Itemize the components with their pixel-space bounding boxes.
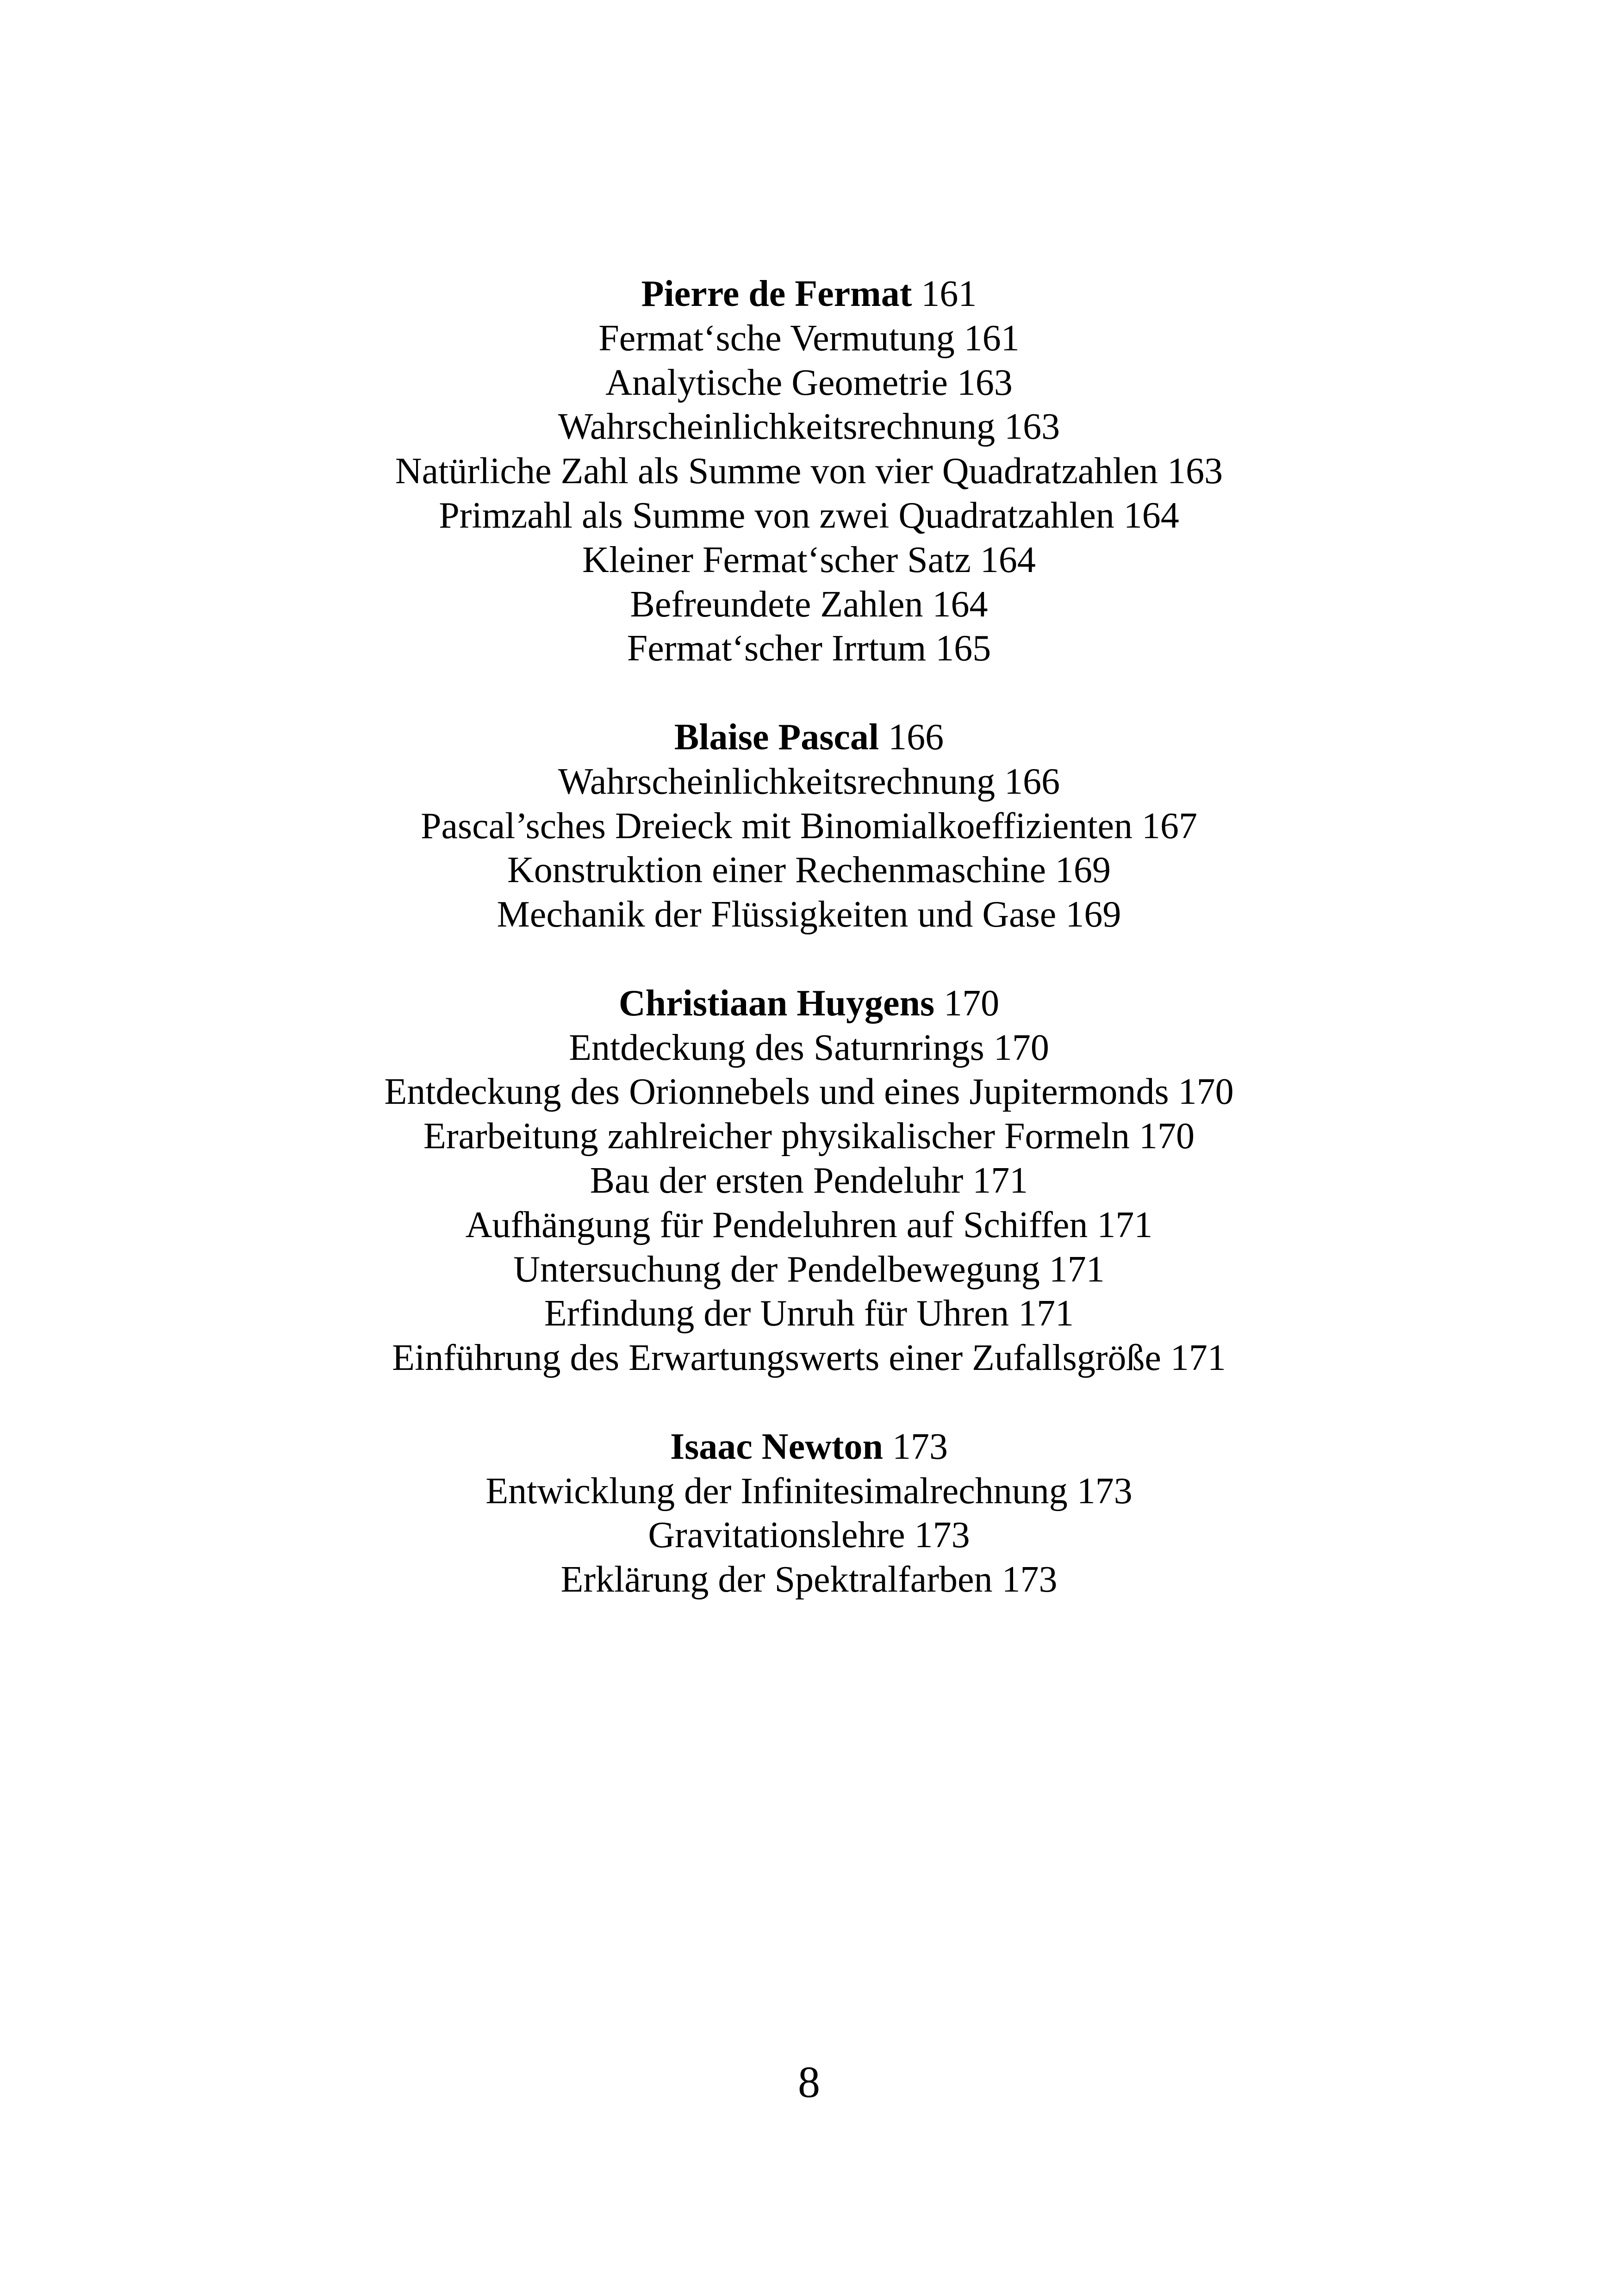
page-number: 8 <box>798 2057 820 2107</box>
toc-entry-title: Einführung des Erwartungswerts einer Zufallsgröße <box>392 1338 1161 1379</box>
toc-entry <box>0 1558 1618 1602</box>
toc-entry-page: 171 <box>1018 1293 1074 1334</box>
toc-entry <box>0 627 1618 671</box>
toc-section-newton <box>0 1425 1618 1602</box>
toc-entry-title: Pascal’sches Dreieck mit Binomialkoeffizienten <box>420 805 1133 846</box>
toc-entry-page: 164 <box>980 539 1036 580</box>
toc-entry-title: Erklärung der Spektralfarben <box>560 1559 993 1600</box>
toc-section-huygens <box>0 982 1618 1381</box>
toc-entry <box>0 1248 1618 1292</box>
toc-entry-page: 173 <box>1002 1559 1058 1600</box>
section-name: Blaise Pascal <box>674 716 879 758</box>
toc-entry-title: Wahrscheinlichkeitsrechnung <box>558 406 996 448</box>
toc-entry <box>0 1292 1618 1336</box>
toc-section-pascal <box>0 716 1618 937</box>
toc-entry <box>0 1026 1618 1070</box>
toc-entry-title: Fermat‘scher Irrtum <box>627 628 927 669</box>
toc-entry <box>0 361 1618 405</box>
toc-entry-page: 173 <box>1077 1470 1133 1512</box>
toc-entry-title: Gravitationslehre <box>648 1515 905 1556</box>
toc-entry <box>0 583 1618 627</box>
toc-entry-title: Primzahl als Summe von zwei Quadratzahlen <box>439 495 1114 536</box>
toc-entry-page: 165 <box>935 628 991 669</box>
section-page: 173 <box>892 1426 948 1467</box>
section-name: Pierre de Fermat <box>641 274 912 314</box>
section-page: 161 <box>921 274 977 314</box>
toc-entry-page: 163 <box>1004 406 1060 448</box>
toc-entry <box>0 538 1618 583</box>
toc-entry-page: 171 <box>1097 1204 1153 1245</box>
toc-entry <box>0 893 1618 937</box>
toc-entry-title: Fermat‘sche Vermutung <box>598 317 955 359</box>
toc-entry-page: 171 <box>1170 1338 1226 1379</box>
toc-entry-page: 169 <box>1065 894 1121 935</box>
toc-entry <box>0 760 1618 804</box>
toc-entry-page: 164 <box>1123 495 1179 536</box>
section-page: 166 <box>888 716 944 758</box>
toc-entry-title: Untersuchung der Pendelbewegung <box>513 1249 1040 1290</box>
toc-entry-page: 164 <box>932 584 988 625</box>
toc-entry <box>0 494 1618 538</box>
toc-entry <box>0 1070 1618 1114</box>
section-heading <box>0 716 1618 760</box>
section-page: 170 <box>944 983 1000 1024</box>
toc-entry <box>0 804 1618 849</box>
toc-entry-page: 163 <box>957 362 1013 403</box>
toc-entry <box>0 449 1618 494</box>
toc-entry-page: 167 <box>1142 805 1198 846</box>
toc-entry-title: Entwicklung der Infinitesimalrechnung <box>485 1470 1068 1512</box>
toc-entry-page: 163 <box>1167 451 1223 492</box>
toc-entry-page: 170 <box>1139 1116 1195 1157</box>
toc-entry <box>0 1114 1618 1159</box>
toc-entry-title: Bau der ersten Pendeluhr <box>590 1160 964 1201</box>
table-of-contents <box>0 272 1618 1602</box>
toc-entry-title: Wahrscheinlichkeitsrechnung <box>558 761 996 802</box>
toc-entry <box>0 405 1618 449</box>
toc-entry <box>0 1513 1618 1558</box>
toc-entry-title: Aufhängung für Pendeluhren auf Schiffen <box>465 1204 1088 1245</box>
toc-entry-title: Befreundete Zahlen <box>630 584 923 625</box>
section-heading <box>0 982 1618 1026</box>
toc-entry-page: 171 <box>1049 1249 1105 1290</box>
toc-entry-title: Erarbeitung zahlreicher physikalischer Formeln <box>423 1116 1130 1157</box>
toc-entry-page: 170 <box>1178 1071 1234 1113</box>
toc-entry <box>0 1159 1618 1203</box>
toc-section-fermat <box>0 272 1618 671</box>
toc-entry-title: Mechanik der Flüssigkeiten und Gase <box>497 894 1057 935</box>
toc-entry-page: 169 <box>1055 850 1111 891</box>
toc-entry-page: 170 <box>993 1027 1049 1068</box>
toc-entry <box>0 848 1618 893</box>
section-heading <box>0 1425 1618 1469</box>
toc-entry-title: Konstruktion einer Rechenmaschine <box>507 850 1046 891</box>
toc-entry-page: 171 <box>972 1160 1028 1201</box>
toc-entry-page: 161 <box>964 317 1020 359</box>
toc-entry-title: Erfindung der Unruh für Uhren <box>544 1293 1009 1334</box>
section-name: Christiaan Huygens <box>618 983 935 1024</box>
section-name: Isaac Newton <box>670 1426 883 1467</box>
section-heading <box>0 272 1618 317</box>
toc-entry-page: 173 <box>914 1515 970 1556</box>
toc-entry <box>0 317 1618 361</box>
toc-entry <box>0 1336 1618 1381</box>
toc-entry <box>0 1469 1618 1514</box>
toc-entry-title: Kleiner Fermat‘scher Satz <box>582 539 971 580</box>
toc-entry-title: Entdeckung des Saturnrings <box>569 1027 984 1068</box>
toc-entry <box>0 1203 1618 1248</box>
toc-entry-title: Entdeckung des Orionnebels und eines Jupitermonds <box>384 1071 1169 1113</box>
toc-entry-page: 166 <box>1004 761 1060 802</box>
toc-entry-title: Natürliche Zahl als Summe von vier Quadratzahlen <box>395 451 1158 492</box>
toc-entry-title: Analytische Geometrie <box>605 362 948 403</box>
